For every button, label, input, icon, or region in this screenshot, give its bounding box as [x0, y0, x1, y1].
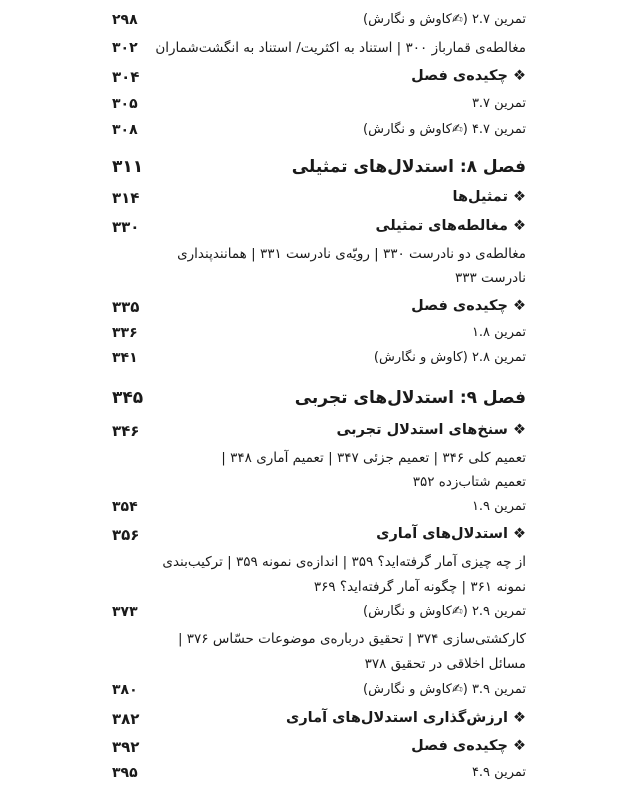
toc-entry-exercise-7-4[interactable] — [112, 122, 526, 142]
page-number: ۳۷۳ — [112, 604, 138, 620]
section-title: ❖ سنخ‌های استدلال تجربی — [336, 422, 526, 438]
toc-entry-exercise-7-3[interactable] — [112, 96, 526, 116]
entry-title: تمرین ۳.۷ — [471, 96, 526, 111]
chapter-title: فصل ۸: استدلال‌های تمثیلی — [291, 157, 526, 177]
toc-entry-exercise-9-2[interactable] — [112, 604, 526, 624]
section-title: ❖ تمثیل‌ها — [452, 189, 526, 205]
toc-section-empirical-types[interactable] — [112, 422, 526, 444]
page-number: ۳۱۱ — [112, 157, 144, 177]
subtopics-line: از چه چیزی آمار گرفته‌اید؟ ۳۵۹ | اندازه‌ی نمونه ۳۵۹ | ترکیب‌بندی — [162, 554, 526, 570]
page-number: ۳۱۴ — [112, 189, 140, 207]
subtopics-line: نمونه ۳۶۱ | چگونه آمار گرفته‌اید؟ ۳۶۹ — [313, 579, 526, 595]
toc-entry-exercise-8-1[interactable] — [112, 325, 526, 345]
subtopics-line: تعمیم کلی ۳۴۶ | تعمیم جزئی ۳۴۷ | تعمیم آماری ۳۴۸ | — [221, 450, 526, 466]
page-number: ۳۹۵ — [112, 765, 138, 781]
subtopics-line: تعمیم شتاب‌زده ۳۵۲ — [412, 474, 526, 490]
toc-entry-exercise-9-4[interactable] — [112, 765, 526, 785]
toc-section-evaluating-statistics[interactable] — [112, 710, 526, 732]
section-title: ❖ چکیده‌ی فصل — [411, 298, 526, 314]
entry-title: تمرین ۱.۸ — [471, 325, 526, 340]
subtopics-line: نادرست ۳۳۳ — [454, 270, 526, 286]
page-number: ۳۰۸ — [112, 122, 138, 138]
page-number: ۳۸۰ — [112, 682, 138, 698]
toc-chapter-8[interactable] — [112, 157, 526, 183]
subtopics-line: مغالطه‌ی دو نادرست ۳۳۰ | رویّه‌ی نادرست ۳۳۱ | همانندپنداری — [177, 246, 526, 262]
toc-section-chapter-summary-7[interactable] — [112, 68, 526, 90]
toc-section-chapter-summary-8[interactable] — [112, 298, 526, 320]
toc-subtopics-9-types-line-1 — [112, 450, 526, 470]
toc-entry-exercise-9-3[interactable] — [112, 682, 526, 702]
entry-title: تمرین ۴.۹ — [471, 765, 526, 780]
entry-title: تمرین ۱.۹ — [471, 499, 526, 514]
toc-subtopics-8-line-2 — [112, 270, 526, 290]
page-number: ۳۵۶ — [112, 526, 140, 544]
chapter-title: فصل ۹: استدلال‌های تجربی — [294, 388, 526, 408]
page-number: ۳۰۵ — [112, 96, 138, 112]
section-title: ❖ چکیده‌ی فصل — [411, 738, 526, 754]
toc-subtopics-9-stats-line-1 — [112, 554, 526, 574]
page-number: ۳۴۵ — [112, 388, 144, 408]
toc-section-analogies[interactable] — [112, 189, 526, 211]
page-number: ۳۴۶ — [112, 422, 140, 440]
entry-title: تمرین ۳.۹ (✍کاوش و نگارش) — [363, 682, 526, 697]
page-number: ۳۵۴ — [112, 499, 138, 515]
toc-section-chapter-summary-9[interactable] — [112, 738, 526, 760]
toc-subtopics-7-fallacies — [112, 40, 526, 60]
section-title: ❖ چکیده‌ی فصل — [411, 68, 526, 84]
subtopics-line: مسائل اخلاقی در تحقیق ۳۷۸ — [364, 656, 526, 672]
section-title: ❖ مغالطه‌های تمثیلی — [375, 218, 526, 234]
section-title: ❖ استدلال‌های آماری — [376, 526, 526, 542]
page-number: ۳۳۰ — [112, 218, 140, 236]
toc-subtopics-8-line-1 — [112, 246, 526, 266]
entry-title: تمرین ۲.۷ (✍کاوش و نگارش) — [363, 12, 526, 27]
toc-subtopics-9-research-line-2 — [112, 656, 526, 676]
page-number: ۳۳۵ — [112, 298, 140, 316]
toc-entry-exercise-7-2[interactable] — [112, 12, 526, 32]
toc-subtopics-9-research-line-1 — [112, 631, 526, 651]
toc-entry-exercise-9-1[interactable] — [112, 499, 526, 519]
toc-entry-exercise-8-2[interactable] — [112, 350, 526, 370]
page-number: ۳۰۲ — [112, 40, 138, 56]
toc-section-analogical-fallacies[interactable] — [112, 218, 526, 240]
page-number: ۳۹۲ — [112, 738, 140, 756]
page-number: ۳۳۶ — [112, 325, 138, 341]
page-number: ۲۹۸ — [112, 12, 138, 28]
page-number: ۳۰۴ — [112, 68, 140, 86]
page-number: ۳۴۱ — [112, 350, 138, 366]
subtopics-line: مغالطه‌ی قمارباز ۳۰۰ | استناد به اکثریت/ استناد به انگشت‌شماران — [155, 40, 526, 56]
section-title: ❖ ارزش‌گذاری استدلال‌های آماری — [286, 710, 526, 726]
entry-title: تمرین ۴.۷ (✍کاوش و نگارش) — [363, 122, 526, 137]
toc-subtopics-9-types-line-2 — [112, 474, 526, 494]
toc-chapter-9[interactable] — [112, 388, 526, 414]
toc-subtopics-9-stats-line-2 — [112, 579, 526, 599]
entry-title: تمرین ۲.۸ (کاوش و نگارش) — [373, 350, 526, 365]
toc-section-statistical-arguments[interactable] — [112, 526, 526, 548]
entry-title: تمرین ۲.۹ (✍کاوش و نگارش) — [363, 604, 526, 619]
subtopics-line: کارکشتی‌سازی ۳۷۴ | تحقیق درباره‌ی موضوعات حسّاس ۳۷۶ | — [177, 631, 526, 647]
page-number: ۳۸۲ — [112, 710, 140, 728]
